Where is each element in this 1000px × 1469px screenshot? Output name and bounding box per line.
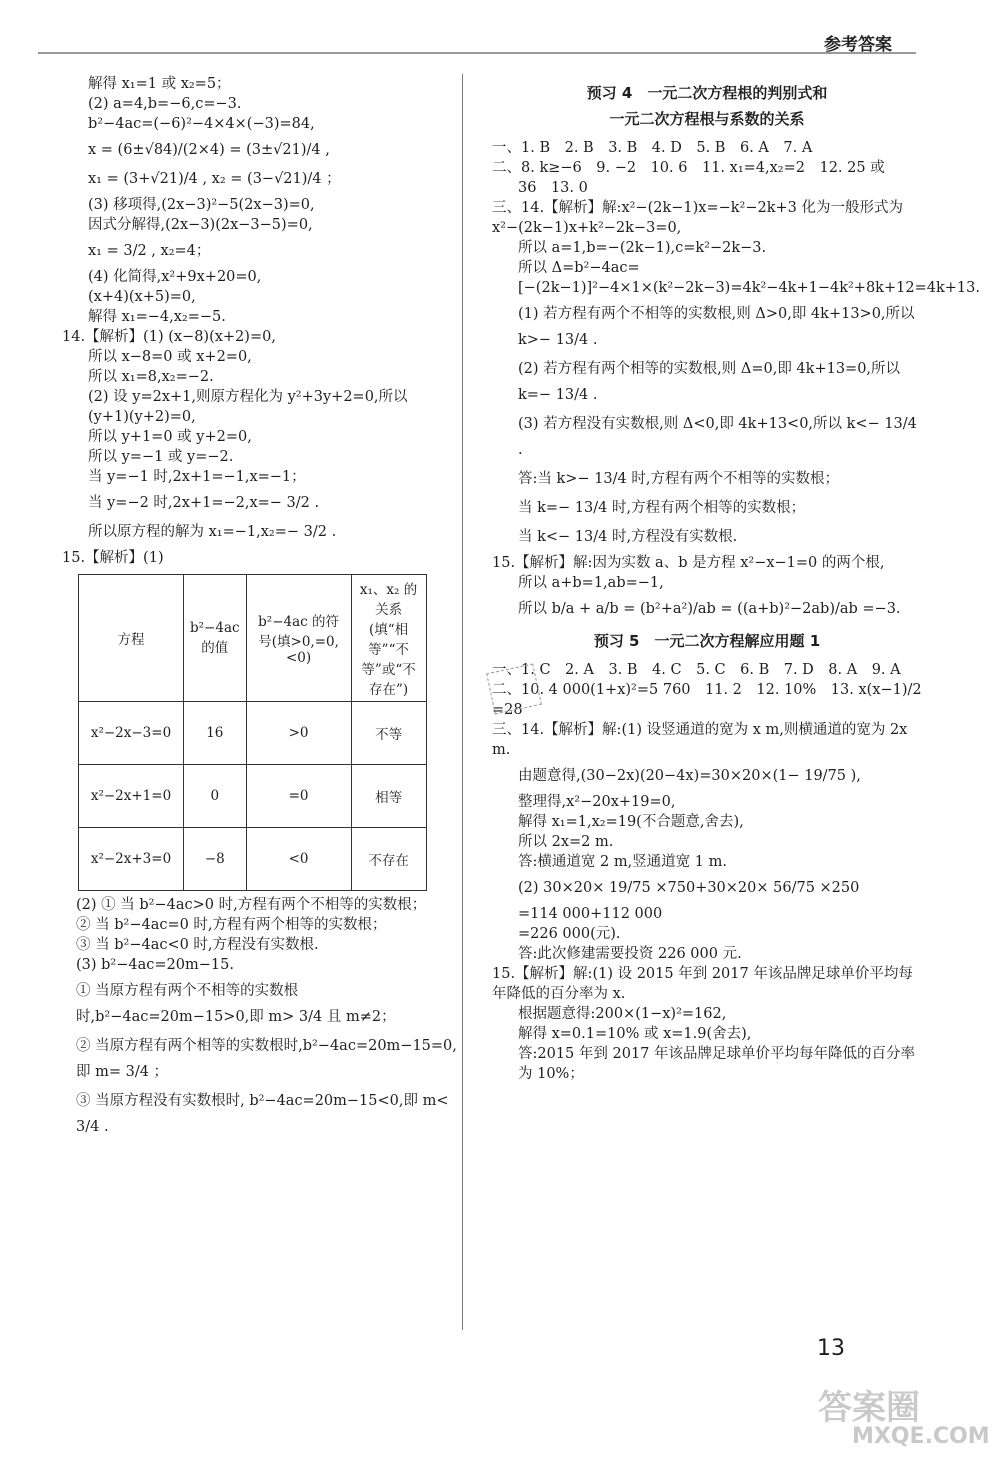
answer-line: 当 y=−1 时,2x+1=−1,x=−1； [88, 469, 306, 485]
answer-line: 整理得,x²−20x+19=0, [518, 794, 676, 810]
left-column [62, 74, 457, 1143]
answer-line: 当 k<− 13/4 时,方程没有实数根. [518, 529, 738, 545]
answer-line: 解得 x₁=1 或 x₂=5； [88, 76, 231, 92]
answer-line: 所以 a+b=1,ab=−1, [518, 575, 664, 591]
answer-line: (2) ① 当 b²−4ac>0 时,方程有两个不相等的实数根； [76, 897, 427, 913]
answer-line: 当 y=−2 时,2x+1=−2,x=− 3/2 . [88, 495, 320, 511]
header-rule [38, 52, 916, 54]
table-cell: 不存在 [351, 828, 426, 891]
answer-line: 三、14.【解析】解:x²−(2k−1)x=−k²−2k+3 化为一般形式为 x²−(2k−1)x+k²−2k−3=0, [492, 200, 908, 236]
watermark-url: MXQE.COM [852, 1424, 990, 1449]
answer-line: (3) 若方程没有实数根,则 Δ<0,即 4k+13<0,所以 k<− 13/4 . [518, 416, 922, 458]
answer-line: (2) 设 y=2x+1,则原方程化为 y²+3y+2=0,所以 [88, 389, 408, 405]
answer-line: 解得 x₁=−4,x₂=−5. [88, 309, 226, 325]
right-column [492, 74, 980, 1084]
answer-line: 一、1. C 2. A 3. B 4. C 5. C 6. B 7. D 8. A 9. A [492, 662, 901, 678]
answer-line: 因式分解得,(2x−3)(2x−3−5)=0, [88, 217, 313, 233]
answer-line: 所以 y=−1 或 y=−2. [88, 449, 234, 465]
table-header-cell: b²−4ac 的符号(填>0,=0,<0) [246, 575, 351, 702]
table-header-cell: x₁、x₂ 的关系(填“相等”“不等”或“不存在”) [351, 575, 426, 702]
running-header: 参考答案 [824, 35, 892, 55]
answer-line: (2) 30×20× 19/75 ×750+30×20× 56/75 ×250 [518, 880, 860, 896]
answer-line: 由题意得,(30−2x)(20−4x)=30×20×(1− 19/75 ), [518, 768, 861, 784]
table-header-cell: 方程 [79, 575, 184, 702]
answer-line: 当 k=− 13/4 时,方程有两个相等的实数根； [518, 500, 806, 516]
table-header-row [79, 575, 427, 702]
table-cell: 0 [184, 765, 247, 828]
answer-line: 所以 x−8=0 或 x+2=0, [88, 349, 252, 365]
table-cell: 相等 [351, 765, 426, 828]
section-title: 预习 4 一元二次方程根的判别式和 [586, 84, 828, 102]
table-row [79, 828, 427, 891]
table-cell: −8 [184, 828, 247, 891]
answer-line: 答:此次修建需要投资 226 000 元. [518, 946, 742, 962]
answer-line: (2) 若方程有两个相等的实数根,则 Δ=0,即 4k+13=0,所以 k=− 13/4 . [518, 361, 905, 403]
answer-line: (3) 移项得,(2x−3)²−5(2x−3)=0, [88, 197, 315, 213]
answer-line: 所以 Δ=b²−4ac=[−(2k−1)]²−4×1×(k²−2k−3)=4k²−4k+1−4k²+8k+12=4k+13. [518, 260, 980, 296]
answer-line: ② 当原方程有两个相等的实数根时,b²−4ac=20m−15=0,即 m= 3/4 ； [76, 1038, 457, 1080]
question-heading: 15.【解析】解:(1) 设 2015 年到 2017 年该品牌足球单价平均每年降低的百分率为 x. [492, 966, 913, 1002]
answer-line: (1) 若方程有两个不相等的实数根,则 Δ>0,即 4k+13>0,所以 k>− 13/4 . [518, 306, 920, 348]
answer-line: 所以 a=1,b=−(2k−1),c=k²−2k−3. [518, 240, 767, 256]
table-header-cell: b²−4ac 的值 [184, 575, 247, 702]
answer-line: 答:横通道宽 2 m,竖通道宽 1 m. [518, 854, 727, 870]
question-heading: 15.【解析】解:因为实数 a、b 是方程 x²−x−1=0 的两个根, [492, 555, 885, 571]
answer-line: ③ 当原方程没有实数根时, b²−4ac=20m−15<0,即 m< 3/4 . [76, 1093, 454, 1135]
section-title: 一元二次方程根与系数的关系 [609, 110, 805, 128]
watermark-logo: 答案圈 [818, 1388, 920, 1428]
answer-line: 所以 x₁=8,x₂=−2. [88, 369, 214, 385]
question-heading: 15.【解析】(1) [62, 550, 164, 566]
answer-line: 答:当 k>− 13/4 时,方程有两个不相等的实数根； [518, 471, 839, 487]
answer-line: x₁ = 3/2 , x₂=4； [88, 243, 211, 259]
answer-line: x₁ = (3+√21)/4 , x₂ = (3−√21)/4 ； [88, 171, 341, 187]
page-number: 13 [817, 1336, 845, 1361]
table-cell: 16 [184, 702, 247, 765]
answer-line: 所以原方程的解为 x₁=−1,x₂=− 3/2 . [88, 524, 337, 540]
discriminant-table [78, 574, 427, 891]
answer-line: (2) a=4,b=−6,c=−3. [88, 96, 242, 112]
answer-line: ② 当 b²−4ac=0 时,方程有两个相等的实数根； [76, 917, 387, 933]
answer-line: 答:2015 年到 2017 年该品牌足球单价平均每年降低的百分率为 10%； [518, 1046, 916, 1082]
table-cell: x²−2x+1=0 [79, 765, 184, 828]
answer-line: b²−4ac=(−6)²−4×4×(−3)=84, [88, 116, 315, 132]
answer-line: 所以 b/a + a/b = (b²+a²)/ab = ((a+b)²−2ab)/ab =−3. [518, 601, 901, 617]
answer-line: (y+1)(y+2)=0, [88, 409, 196, 425]
answer-line: (x+4)(x+5)=0, [88, 289, 196, 305]
answer-line: 所以 y+1=0 或 y+2=0, [88, 429, 252, 445]
answer-line: =226 000(元). [518, 926, 621, 942]
table-cell: =0 [246, 765, 351, 828]
table-cell: 不等 [351, 702, 426, 765]
table-cell: >0 [246, 702, 351, 765]
answer-line: 二、8. k≥−6 9. −2 10. 6 11. x₁=4,x₂=2 12. 25 或 [492, 160, 885, 176]
answer-line: ③ 当 b²−4ac<0 时,方程没有实数根. [76, 937, 319, 953]
answer-line: 一、1. B 2. B 3. B 4. D 5. B 6. A 7. A [492, 140, 813, 156]
table-row [79, 702, 427, 765]
table-cell: x²−2x+3=0 [79, 828, 184, 891]
table-cell: <0 [246, 828, 351, 891]
table-row [79, 765, 427, 828]
answer-line: 三、14.【解析】解:(1) 设竖通道的宽为 x m,则横通道的宽为 2x m. [492, 722, 912, 758]
answer-line: (3) b²−4ac=20m−15. [76, 957, 234, 973]
answer-line: ① 当原方程有两个不相等的实数根时,b²−4ac=20m−15>0,即 m> 3/4 且 m≠2； [76, 983, 396, 1025]
answer-line: =114 000+112 000 [518, 906, 663, 922]
answer-line: 根据题意得:200×(1−x)²=162, [518, 1006, 727, 1022]
answer-line: 解得 x₁=1,x₂=19(不合题意,舍去), [518, 814, 744, 830]
answer-line: 所以 2x=2 m. [518, 834, 614, 850]
section-title: 预习 5 一元二次方程解应用题 1 [593, 632, 821, 650]
answer-line: (4) 化简得,x²+9x+20=0, [88, 269, 262, 285]
table-cell: x²−2x−3=0 [79, 702, 184, 765]
answer-line: x = (6±√84)/(2×4) = (3±√21)/4 , [88, 142, 330, 158]
column-divider [462, 74, 463, 1330]
answer-line: 解得 x=0.1=10% 或 x=1.9(舍去), [518, 1026, 752, 1042]
question-heading: 14.【解析】(1) (x−8)(x+2)=0, [62, 329, 276, 345]
answer-line: 二、10. 4 000(1+x)²=5 760 11. 2 12. 10% 13. x(x−1)/2 =28 [492, 682, 927, 718]
answer-line: 36 13. 0 [518, 180, 588, 196]
